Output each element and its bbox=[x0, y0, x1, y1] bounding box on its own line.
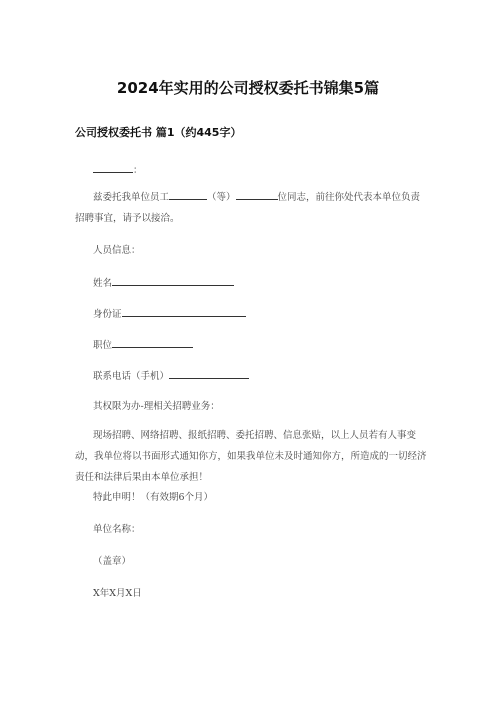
authority-scope: 其权限为办-理相关招聘业务： bbox=[93, 401, 220, 412]
intro-text-3: 位同志，前往你处代表本单位负责招聘事宜，请予以接洽。 bbox=[75, 192, 421, 224]
id-card-field-line bbox=[93, 307, 246, 321]
position-blank bbox=[112, 338, 193, 348]
count-blank bbox=[236, 190, 278, 200]
phone-blank bbox=[169, 369, 249, 379]
seal-label: （盖章） bbox=[93, 556, 132, 567]
date-line: X年X月X日 bbox=[93, 588, 142, 599]
salutation-line bbox=[93, 163, 143, 177]
phone-field-line bbox=[93, 369, 249, 383]
position-field-line bbox=[93, 338, 193, 352]
intro-text-2: （等） bbox=[207, 192, 236, 203]
id-card-label: 身份证 bbox=[93, 309, 122, 320]
employee-blank bbox=[169, 190, 207, 200]
personnel-info-label: 人员信息： bbox=[93, 245, 141, 256]
scope-detail-paragraph: 现场招聘、网络招聘、报纸招聘、委托招聘、信息张贴，以上人员若有人事变动，我单位将以书面形式通知你方，如果我单位未及时通知你方，所造成的一切经济责任和法律后果由本单位承担！ bbox=[75, 430, 427, 483]
validity-statement: 特此申明！（有效期6个月） bbox=[93, 492, 214, 503]
id-card-blank bbox=[122, 307, 246, 317]
salutation-colon: ： bbox=[133, 165, 143, 176]
section-heading: 公司授权委托书 篇1（约445字） bbox=[75, 126, 242, 139]
addressee-blank bbox=[93, 163, 133, 173]
name-blank bbox=[112, 276, 234, 286]
name-label: 姓名 bbox=[93, 278, 113, 289]
phone-label: 联系电话（手机） bbox=[93, 371, 170, 382]
document-title: 2024年实用的公司授权委托书锦集5篇 bbox=[116, 79, 380, 97]
position-label: 职位 bbox=[93, 340, 113, 351]
intro-text-1: 兹委托我单位员工 bbox=[93, 192, 170, 203]
unit-name-label: 单位名称： bbox=[93, 524, 141, 535]
intro-paragraph bbox=[75, 187, 427, 229]
name-field-line bbox=[93, 276, 234, 290]
